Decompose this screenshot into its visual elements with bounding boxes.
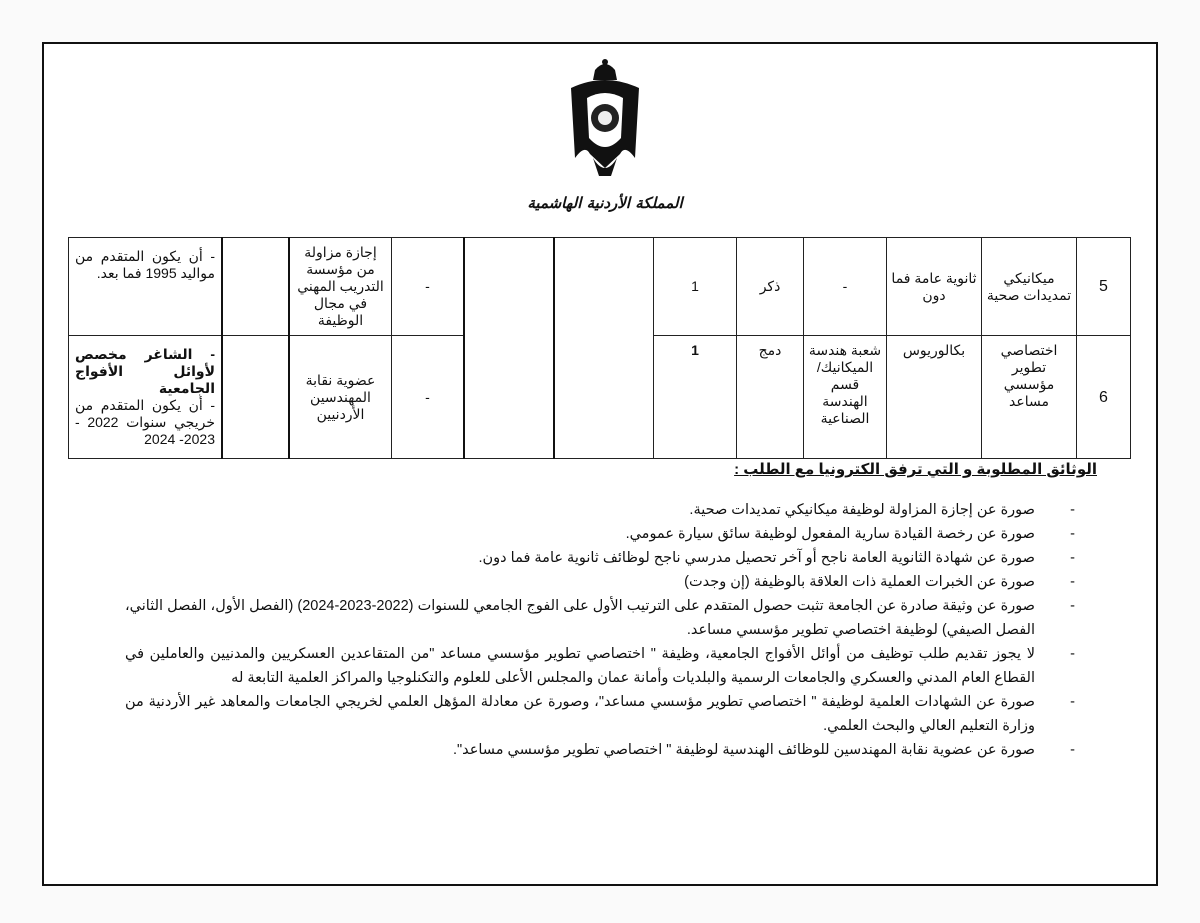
job-title-cell: اختصاصي تطوير مؤسسي مساعد [982, 336, 1077, 459]
item-text: لا يجوز تقديم طلب توظيف من أوائل الأفواج الجامعية، وظيفة " اختصاصي تطوير مؤسسي مساعد "من المتقاعدين العسكريين والمدنيين والعاملين في القطاع العام المدني والعسكري والجامعات الرسمية والبلديات وأمانة عمان والمجلس الأعلى للعلوم والتكنلوجيا والمراكز العلمية التابعة له [125, 646, 1035, 686]
bullet: - [1070, 526, 1075, 542]
conditions-cell [69, 336, 223, 459]
item-text: صورة عن وثيقة صادرة عن الجامعة تثبت حصول المتقدم على الترتيب الأول على الفوج الجامعي للسنوات (2022-2023-2024) (الفصل الأول، الفصل الثاني، الفصل الصيفي) لوظيفة اختصاصي تطوير مؤسسي مساعد. [125, 598, 1035, 638]
documents-list [125, 498, 1075, 762]
empty-cell [222, 238, 289, 336]
qualification-cell: بكالوريوس [887, 336, 982, 459]
count-cell: 1 [654, 336, 737, 459]
list-item [125, 546, 1075, 570]
experience-cell: - [392, 336, 465, 459]
condition-text: - أن يكون المتقدم من خريجي سنوات 2022 - 2023- 2024 [75, 397, 215, 447]
list-item [125, 594, 1075, 642]
condition-text: - الشاغر مخصص لأوائل الأفواج الجامعية [75, 346, 215, 396]
specialization-cell: - [804, 238, 887, 336]
experience-cell: - [392, 238, 465, 336]
list-item [125, 570, 1075, 594]
job-title-cell: ميكانيكي تمديدات صحية [982, 238, 1077, 336]
bullet: - [1070, 502, 1075, 518]
empty-cell [464, 238, 554, 459]
bullet: - [1070, 694, 1075, 710]
qualification-cell: ثانوية عامة فما دون [887, 238, 982, 336]
gender-cell: دمج [737, 336, 804, 459]
list-item [125, 498, 1075, 522]
count-cell: 1 [654, 238, 737, 336]
list-item [125, 690, 1075, 738]
gender-cell: ذكر [737, 238, 804, 336]
row-number-cell: 6 [1077, 336, 1131, 459]
bullet: - [1070, 598, 1075, 614]
license-cell: عضوية نقابة المهندسين الأردنيين [289, 336, 392, 459]
list-item [125, 522, 1075, 546]
condition-text: - أن يكون المتقدم من مواليد 1995 فما بعد. [75, 248, 215, 281]
bullet: - [1070, 574, 1075, 590]
item-text: صورة عن عضوية نقابة المهندسين للوظائف الهندسية لوظيفة " اختصاصي تطوير مؤسسي مساعد". [452, 742, 1035, 758]
kingdom-caption: المملكة الأردنية الهاشمية [527, 194, 683, 212]
item-text: صورة عن رخصة القيادة سارية المفعول لوظيفة سائق سيارة عمومي. [625, 526, 1035, 542]
license-cell: إجازة مزاولة من مؤسسة التدريب المهني في مجال الوظيفة [289, 238, 392, 336]
empty-cell [222, 336, 289, 459]
bullet: - [1070, 646, 1075, 662]
jobs-table [68, 237, 1131, 459]
bullet: - [1070, 550, 1075, 566]
table-row [69, 238, 1131, 336]
coat-of-arms-icon [565, 58, 645, 183]
item-text: صورة عن الشهادات العلمية لوظيفة " اختصاصي تطوير مؤسسي مساعد"، وصورة عن معادلة المؤهل العلمي لخريجي الجامعات والمعاهد غير الأردنية من وزارة التعليم العالي والبحث العلمي. [125, 694, 1035, 734]
item-text: صورة عن شهادة الثانوية العامة ناجح أو آخر تحصيل مدرسي ناجح لوظائف ثانوية عامة فما دون. [478, 550, 1035, 566]
documents-heading: الوثائق المطلوبة و التي ترفق الكترونيا مع الطلب : [734, 461, 1097, 478]
item-text: صورة عن الخبرات العملية ذات العلاقة بالوظيفة (إن وجدت) [684, 574, 1035, 590]
empty-cell [554, 238, 654, 459]
list-item [125, 642, 1075, 690]
item-text: صورة عن إجازة المزاولة لوظيفة ميكانيكي تمديدات صحية. [689, 502, 1035, 518]
conditions-cell [69, 238, 223, 336]
row-number-cell: 5 [1077, 238, 1131, 336]
specialization-cell: شعبة هندسة الميكانيك/ قسم الهندسة الصناعية [804, 336, 887, 459]
list-item [125, 738, 1075, 762]
bullet: - [1070, 742, 1075, 758]
